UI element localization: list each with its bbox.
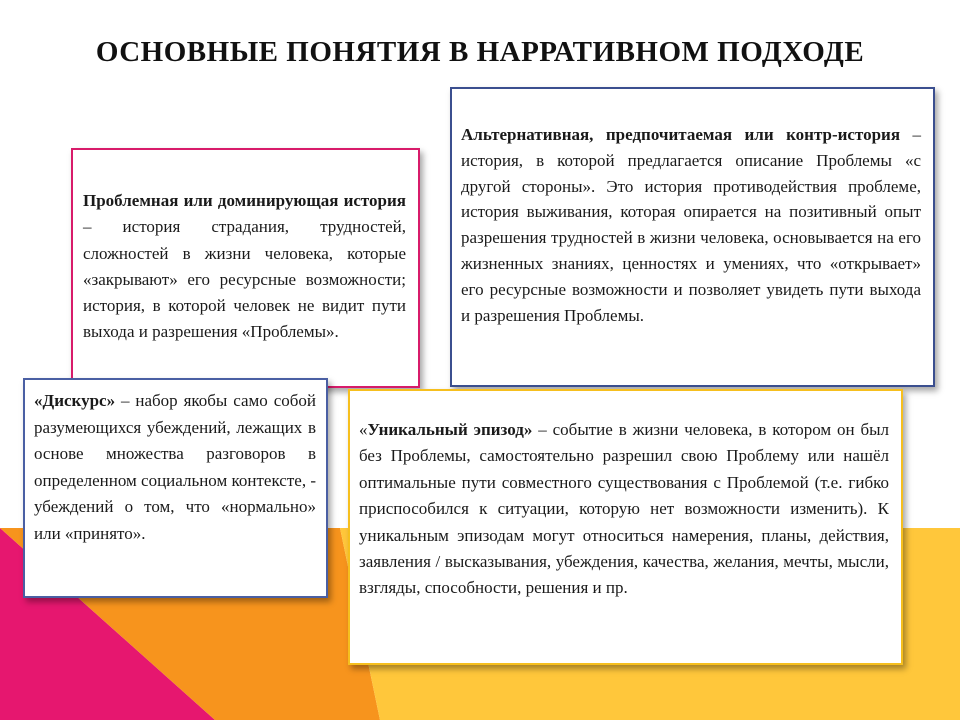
- alternative-story-box: [450, 87, 935, 387]
- unique-episode-term: Уникальный эпизод»: [367, 420, 533, 439]
- problem-story-text: [83, 188, 406, 346]
- problem-story-box: [71, 148, 420, 388]
- alternative-story-definition: – история, в которой предлагается описание Проблемы «с другой стороны». Это история противодействия проблеме, история выживания, которая опирается на позитивный опыт разрешения трудностей в жизни человека, основывается на его жизненных знаниях, ценностях и умениях, что «открывает» его ресурсные возможности и позволяет увидеть пути выхода и разрешения Проблемы.: [461, 125, 921, 325]
- discourse-box: [23, 378, 328, 598]
- discourse-definition: – набор якобы само собой разумеющихся убеждений, лежащих в основе множества разговоров в определенном социальном контексте, - убеждений о том, что «нормально» или «принято».: [34, 391, 316, 543]
- unique-episode-definition: – событие в жизни человека, в котором он был без Проблемы, самостоятельно разрешил свою Проблему или нашёл оптимальные пути совместного существования с Проблемой (т.е. гибко приспособился к ситуации, которую нет возможности изменить). К уникальным эпизодам могут относиться намерения, планы, действия, заявления / высказывания, убеждения, качества, желания, мечты, мысли, взгляды, способности, решения и пр.: [359, 420, 890, 598]
- unique-episode-box: [348, 389, 903, 665]
- problem-story-term: Проблемная или доминирующая история: [83, 191, 406, 210]
- alternative-story-text: [461, 122, 921, 328]
- slide-title: ОСНОВНЫЕ ПОНЯТИЯ В НАРРАТИВНОМ ПОДХОДЕ: [95, 36, 865, 68]
- problem-story-definition: – история страдания, трудностей, сложностей в жизни человека, которые «закрывают» его ресурсные возможности; история, в которой человек не видит пути выхода и разрешения «Проблемы».: [83, 217, 406, 342]
- discourse-term: «Дискурс»: [34, 391, 116, 410]
- alternative-story-term: Альтернативная, предпочитаемая или контр-история: [461, 125, 901, 144]
- unique-episode-open-quote: «: [359, 420, 368, 439]
- discourse-text: [34, 388, 316, 548]
- unique-episode-text: [359, 417, 889, 602]
